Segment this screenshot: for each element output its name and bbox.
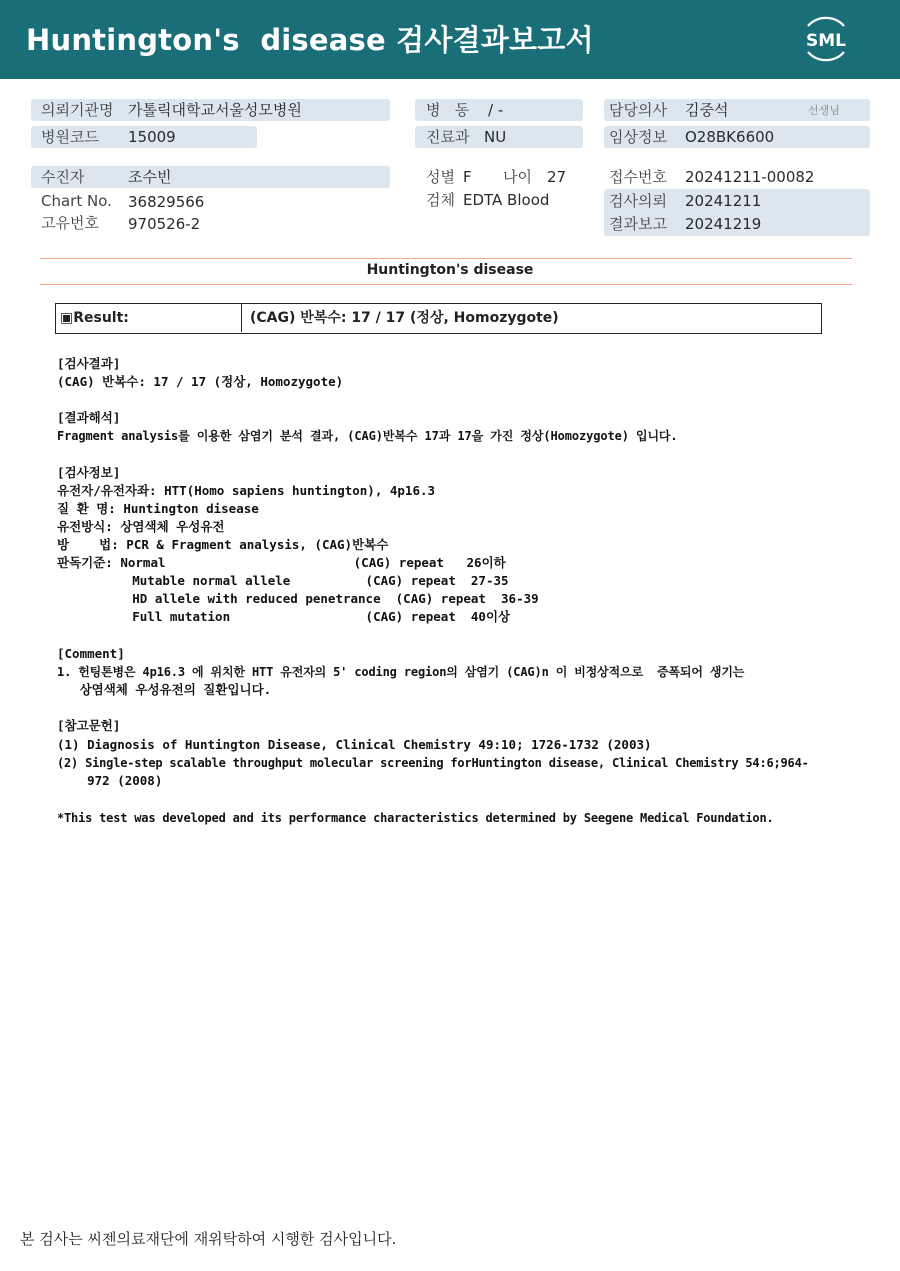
ward-label: 병 동 [426, 101, 470, 119]
report-body-line: (CAG) 반복수: 17 / 17 (정상, Homozygote) [57, 374, 344, 389]
clinical-value: O28BK6600 [685, 128, 775, 146]
report-title: Huntington's disease 검사결과보고서 [26, 23, 594, 57]
report-label: 결과보고 [609, 215, 667, 233]
section-title: Huntington's disease [366, 262, 534, 278]
chart-label: Chart No. [41, 192, 112, 210]
report-body-line: 판독기준: Normal (CAG) repeat 26이하 [57, 555, 506, 570]
report-header [0, 0, 900, 79]
report-body-line: [검사정보] [57, 465, 121, 480]
specimen-label: 검체 [426, 191, 455, 209]
report-body-line: 유전방식: 상염색체 우성유전 [57, 519, 225, 534]
report-body-line: Fragment analysis를 이용한 삼염기 분석 결과, (CAG)반복수 17과 17을 가진 정상(Homozygote) 입니다. [57, 429, 678, 443]
request-value: 20241211 [685, 192, 762, 210]
doctor-suffix: 선생님 [808, 104, 840, 117]
report-body-line: [Comment] [57, 646, 125, 661]
report-body-line: [참고문헌] [57, 718, 121, 733]
sml-logo-icon [798, 12, 854, 66]
report-body-line: [검사결과] [57, 356, 121, 371]
report-body-line: Mutable normal allele (CAG) repeat 27-35 [57, 573, 509, 588]
report-body-line: HD allele with reduced penetrance (CAG) repeat 36-39 [57, 591, 539, 606]
id-label: 고유번호 [41, 214, 99, 232]
age-value: 27 [547, 168, 567, 186]
age-label: 나이 [503, 168, 532, 186]
report-body-line: *This test was developed and its performance characteristics determined by Seegene Medical Foundation. [57, 811, 774, 825]
result-label: ▣Result: [56, 304, 242, 332]
sex-label: 성별 [426, 168, 455, 186]
request-label: 검사의뢰 [609, 192, 667, 210]
result-value: (CAG) 반복수: 17 / 17 (정상, Homozygote) [250, 310, 559, 326]
receipt-label: 접수번호 [609, 168, 667, 186]
specimen-value: EDTA Blood [463, 191, 550, 209]
report-body-line: 1. 헌팅톤병은 4p16.3 에 위치한 HTT 유전자의 5' coding region의 삼염기 (CAG)n 이 비정상적으로 증폭되어 생기는 [57, 665, 745, 679]
logo-text: SML [806, 31, 846, 51]
footer-note: 본 검사는 씨젠의료재단에 재위탁하여 시행한 검사입니다. [20, 1230, 397, 1248]
id-value: 970526-2 [128, 215, 201, 233]
report-body-line: 유전자/유전자좌: HTT(Homo sapiens huntington), 4p16.3 [57, 483, 436, 498]
report-body-line: (1) Diagnosis of Huntington Disease, Clinical Chemistry 49:10; 1726-1732 (2003) [57, 737, 652, 752]
chart-value: 36829566 [128, 193, 205, 211]
patient-label: 수진자 [41, 168, 85, 186]
doctor-label: 담당의사 [609, 101, 667, 119]
patient-bar [31, 166, 390, 188]
department-label: 진료과 [426, 128, 470, 146]
doctor-value: 김중석 [685, 101, 729, 119]
result-box [55, 303, 822, 334]
report-body-line: 방 법: PCR & Fragment analysis, (CAG)반복수 [57, 537, 389, 552]
hospital-code-value: 15009 [128, 128, 176, 146]
report-body-line: (2) Single-step scalable throughput molecular screening forHuntington disease, Clinical Chemistry 54:6;964- [57, 756, 809, 770]
section-divider-bottom [40, 284, 852, 285]
hospital-code-label: 병원코드 [41, 128, 99, 146]
report-body-line: 질 환 명: Huntington disease [57, 501, 259, 516]
patient-value: 조수빈 [128, 168, 172, 186]
report-body-line: 상염색체 우성유전의 질환입니다. [57, 682, 272, 697]
sex-value: F [463, 168, 472, 186]
report-body-line: Full mutation (CAG) repeat 40이상 [57, 609, 511, 624]
report-value: 20241219 [685, 215, 762, 233]
institution-label: 의뢰기관명 [41, 101, 114, 119]
department-value: NU [484, 128, 507, 146]
report-body-line: [결과해석] [57, 410, 121, 425]
ward-value: / - [488, 101, 504, 119]
clinical-label: 임상정보 [609, 128, 667, 146]
institution-value: 가톨릭대학교서울성모병원 [128, 101, 302, 119]
receipt-value: 20241211-00082 [685, 168, 815, 186]
section-divider-top [40, 258, 852, 259]
report-body-line: 972 (2008) [57, 773, 163, 788]
